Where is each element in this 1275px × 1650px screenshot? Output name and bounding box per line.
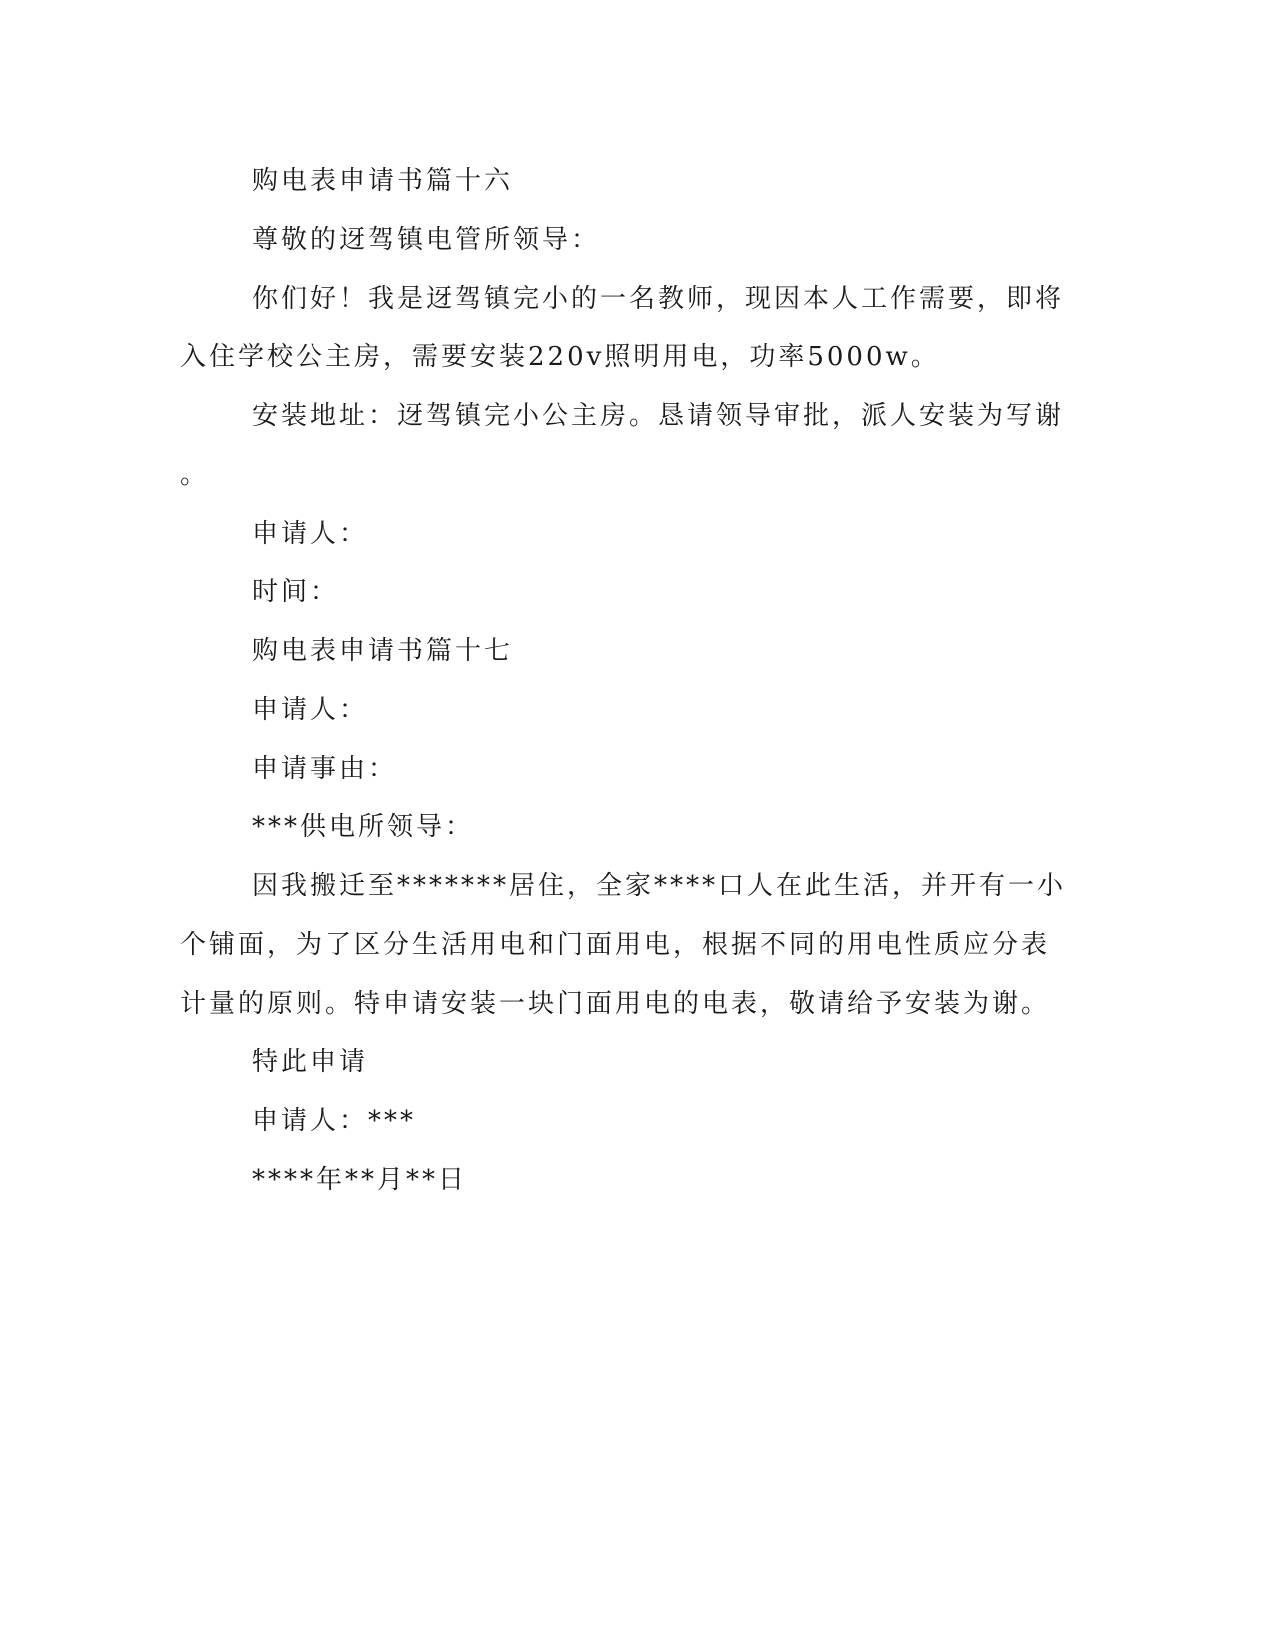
section-16-paragraph-2-line-1: 安装地址：迓驾镇完小公主房。恳请领导审批，派人安装为写谢 — [252, 401, 1065, 431]
section-17-signature: 申请人：*** — [252, 1106, 417, 1136]
section-17-applicant: 申请人： — [252, 695, 369, 725]
section-17-date: ****年**月**日 — [252, 1165, 468, 1195]
section-17-body-line-2: 个铺面，为了区分生活用电和门面用电，根据不同的用电性质应分表 — [180, 930, 1051, 960]
section-16-applicant: 申请人： — [252, 519, 369, 549]
section-17-closing: 特此申请 — [252, 1047, 369, 1077]
section-17-salutation: ***供电所领导： — [252, 812, 475, 842]
section-17-body-line-3: 计量的原则。特申请安装一块门面用电的电表，敬请给予安装为谢。 — [180, 989, 1051, 1019]
section-16-paragraph-1-line-1: 你们好！我是迓驾镇完小的一名教师，现因本人工作需要，即将 — [252, 284, 1065, 314]
section-16-time: 时间： — [252, 577, 340, 607]
section-16-paragraph-1-line-2: 入住学校公主房，需要安装220v照明用电，功率5000w。 — [180, 342, 940, 372]
section-16-paragraph-2-line-2: 。 — [180, 460, 210, 490]
section-16-salutation: 尊敬的迓驾镇电管所领导： — [252, 225, 601, 255]
section-16-heading: 购电表申请书篇十六 — [252, 166, 514, 196]
section-17-body-line-1: 因我搬迁至*******居住，全家****口人在此生活，并开有一小 — [252, 871, 1067, 901]
section-17-heading: 购电表申请书篇十七 — [252, 636, 514, 666]
section-17-reason: 申请事由： — [252, 754, 398, 784]
